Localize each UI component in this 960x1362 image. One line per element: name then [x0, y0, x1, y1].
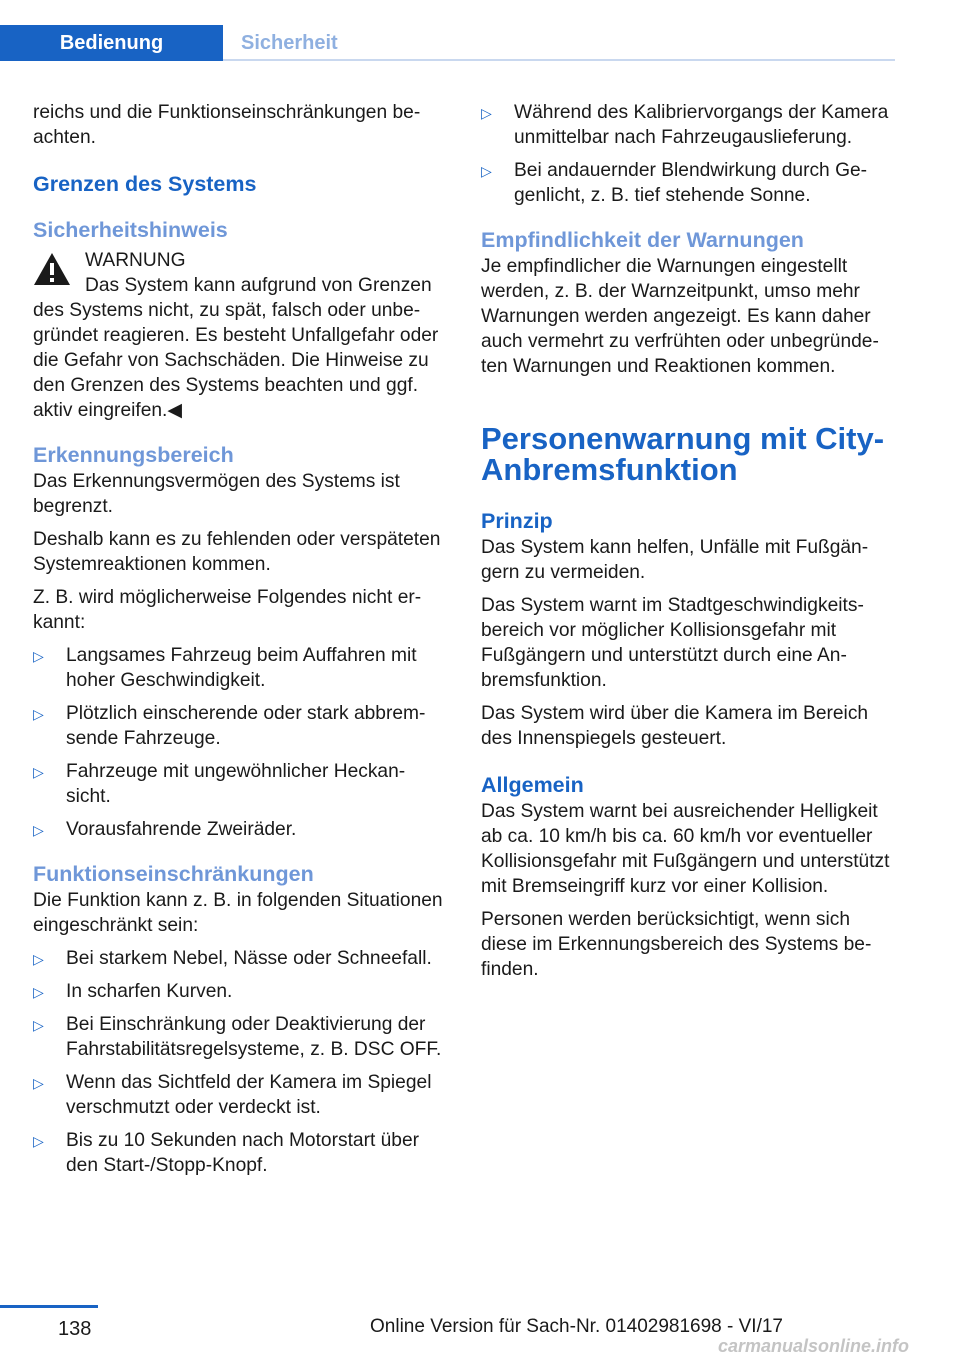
heading-allgemein: Allgemein — [481, 773, 584, 797]
list-item-text: Langsames Fahrzeug beim Auffahren mit hoher Geschwindigkeit. — [66, 645, 417, 691]
triangle-right-icon: ▷ — [33, 1133, 44, 1149]
list-item — [33, 979, 443, 1004]
tab-bedienung[interactable]: Bedienung — [0, 25, 223, 61]
page-number: 138 — [58, 1318, 92, 1340]
watermark: carmanualsonline.info — [718, 1336, 910, 1356]
triangle-right-icon: ▷ — [33, 706, 44, 722]
list-item — [33, 1012, 443, 1062]
list-item — [33, 817, 443, 842]
tab-sicherheit[interactable]: Sicherheit — [241, 32, 338, 54]
triangle-right-icon: ▷ — [33, 1075, 44, 1091]
triangle-right-icon: ▷ — [33, 648, 44, 664]
list-item — [33, 946, 443, 971]
triangle-right-icon: ▷ — [33, 764, 44, 780]
heading-sicherheitshinweis: Sicherheitshinweis — [33, 218, 228, 242]
warning-text: des Systems nicht, zu spät, falsch oder unbegründet reagieren. Es besteht Unfallgefahr oder die Gefahr von Sachschäden. Die Hinweise zu den Grenzen des Systems beachten und ggf. aktiv eingreifen.◀ — [33, 300, 439, 421]
warning-triangle-icon — [33, 252, 71, 286]
warning-block — [33, 248, 443, 423]
paragraph: Das System warnt bei ausreichender Helligkeit ab ca. 10 km/h bis ca. 60 km/h vor eventueller Kollisionsgefahr mit Fußgängern und unterstützt mit Bremseingriff kurz vor einer Kollision. — [481, 801, 890, 897]
triangle-right-icon: ▷ — [33, 984, 44, 1000]
list-item — [33, 643, 443, 693]
right-column — [481, 100, 895, 990]
list-item-text: Wenn das Sichtfeld der Kamera im Spiegel verschmutzt oder verdeckt ist. — [66, 1072, 432, 1118]
list-item-text: In scharfen Kurven. — [66, 981, 233, 1002]
triangle-right-icon: ▷ — [33, 1017, 44, 1033]
warning-label: WARNUNG — [85, 250, 186, 271]
list-item-text: Bis zu 10 Sekunden nach Motorstart über den Start-/Stopp-Knopf. — [66, 1130, 420, 1176]
list-item-text: Vorausfahrende Zweiräder. — [66, 819, 297, 840]
list-item-text: Bei starkem Nebel, Nässe oder Schneefall. — [66, 948, 432, 969]
triangle-right-icon: ▷ — [33, 951, 44, 967]
funktion-list — [33, 946, 443, 1178]
heading-prinzip: Prinzip — [481, 509, 553, 533]
paragraph: Die Funktion kann z. B. in folgenden Situationen eingeschränkt sein: — [33, 890, 443, 936]
footer-rule — [0, 1305, 98, 1308]
list-item-text: Während des Kalibriervorgangs der Kamera unmittelbar nach Fahrzeugauslieferung. — [514, 102, 889, 148]
paragraph: Personen werden berücksichtigt, wenn sich diese im Erkennungsbereich des Systems befinden. — [481, 909, 872, 980]
section-tabs — [0, 25, 895, 61]
paragraph: Deshalb kann es zu fehlenden oder verspäteten Systemreaktionen kommen. — [33, 529, 441, 575]
heading-funktionseinschraenkungen: Funktionseinschränkungen — [33, 862, 314, 886]
paragraph: Das Erkennungsvermögen des Systems ist begrenzt. — [33, 471, 400, 517]
triangle-right-icon: ▷ — [481, 105, 492, 121]
list-item — [481, 100, 895, 150]
paragraph: Z. B. wird möglicherweise Folgendes nicht erkannt: — [33, 587, 422, 633]
tab-divider — [223, 59, 895, 61]
paragraph: Das System wird über die Kamera im Bereich des Innenspiegels gesteuert. — [481, 703, 869, 749]
list-item-text: Bei Einschränkung oder Deaktivierung der Fahrstabilitätsregelsysteme, z. B. DSC OFF. — [66, 1014, 442, 1060]
list-item-text: Fahrzeuge mit ungewöhnlicher Heckansicht. — [66, 761, 406, 807]
triangle-right-icon: ▷ — [33, 822, 44, 838]
paragraph: Das System warnt im Stadtgeschwindigkeitsbereich vor möglicher Kollisionsgefahr mit Fußgängern und unterstützt durch eine Anbremsfunktion. — [481, 595, 864, 691]
list-item — [33, 1128, 443, 1178]
list-item — [33, 759, 443, 809]
triangle-right-icon: ▷ — [481, 163, 492, 179]
list-item — [481, 158, 895, 208]
heading-erkennungsbereich: Erkennungsbereich — [33, 443, 234, 467]
heading-grenzen: Grenzen des Systems — [33, 172, 257, 196]
heading-empfindlichkeit: Empfindlichkeit der Warnungen — [481, 228, 804, 252]
intro-text: reichs und die Funktionseinschränkungen beachten. — [33, 102, 421, 148]
online-version-note: Online Version für Sach-Nr. 01402981698 - VI/17 — [370, 1316, 783, 1337]
list-item — [33, 701, 443, 751]
left-column — [33, 100, 443, 1186]
erkennung-list — [33, 643, 443, 842]
warning-text-first: Das System kann aufgrund von Grenzen — [85, 275, 432, 296]
paragraph: Je empfindlicher die Warnungen eingestellt werden, z. B. der Warnzeitpunkt, umso mehr Warnungen werden angezeigt. Es kann daher auch vermehrt zu verfrühten oder unbegründeten Warnungen und Reaktionen kommen. — [481, 256, 879, 377]
paragraph: Das System kann helfen, Unfälle mit Fußgängern zu vermeiden. — [481, 537, 869, 583]
list-item-text: Bei andauernder Blendwirkung durch Gegenlicht, z. B. tief stehende Sonne. — [514, 160, 868, 206]
heading-personenwarnung: Personenwarnung mit City-Anbremsfunktion — [481, 421, 885, 487]
list-item-text: Plötzlich einscherende oder stark abbremsende Fahrzeuge. — [66, 703, 426, 749]
list-item — [33, 1070, 443, 1120]
kalibrier-list — [481, 100, 895, 208]
